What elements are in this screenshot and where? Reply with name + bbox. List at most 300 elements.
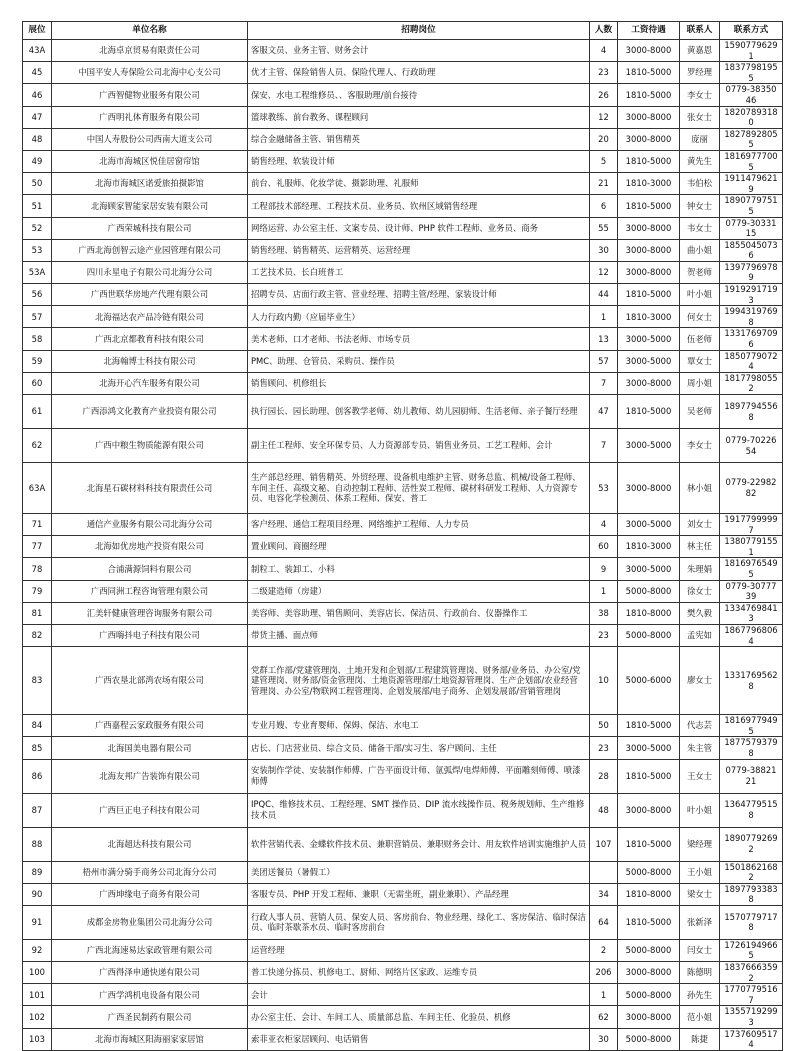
booth-cell: 86 [23,759,52,793]
salary-cell: 3000-8000 [618,239,680,261]
positions-cell: 美术老师、口才老师、书法老师、市场专员 [248,328,590,350]
positions-cell: 综合金融储备主管、销售精英 [248,128,590,150]
salary-cell: 3000-5000 [618,328,680,350]
count-cell: 9 [590,558,618,580]
contact-cell: 刘女士 [680,514,720,536]
contact-cell: 何女士 [680,306,720,328]
phone-cell: 18907792692 [720,827,783,861]
phone-cell: 18278928055 [720,128,783,150]
table-row [23,1006,783,1028]
positions-cell: 办公室主任、会计、车间工人、质量部总监、车间主任、化验员、机修 [248,1006,590,1028]
contact-cell: 徐女士 [680,580,720,602]
company-cell: 北海福达农产品冷链有限公司 [52,306,248,328]
positions-cell: 安装制作学徒、安装制作师傅、广告平面设计师、氩弧焊/电焊师傅、平面雕刻师傅、喷漆师傅 [248,759,590,793]
count-cell: 20 [590,128,618,150]
booth-cell: 56 [23,284,52,306]
booth-cell: 71 [23,514,52,536]
table-row [23,173,783,195]
phone-cell: 0779-7022654 [720,429,783,463]
contact-cell: 朱理娟 [680,558,720,580]
company-cell: 广西农垦北部湾农场有限公司 [52,647,248,715]
booth-cell: 62 [23,429,52,463]
table-row [23,939,783,961]
salary-cell: 5000-8000 [618,984,680,1006]
positions-cell: IPQC、维修技术员、工程经理、SMT 操作员、DIP 流水线操作员、税务规划师、生产维修技术员 [248,793,590,827]
phone-cell: 18169777005 [720,150,783,172]
salary-cell: 1810-5000 [618,195,680,217]
contact-cell: 罗经理 [680,62,720,84]
phone-cell: 18977945568 [720,395,783,429]
booth-cell: 92 [23,939,52,961]
contact-cell: 范小姐 [680,1006,720,1028]
phone-cell: 15018621682 [720,861,783,883]
table-row [23,514,783,536]
count-cell: 107 [590,827,618,861]
positions-cell: 店长、门店营业员、综合文员、储备干部/实习生、客户顾问、主任 [248,737,590,759]
count-cell: 23 [590,737,618,759]
header-positions: 招聘岗位 [248,22,590,40]
positions-cell: 工程部技术部经理、工程技术员、业务员、钦州区域销售经理 [248,195,590,217]
table-row [23,195,783,217]
count-cell: 5 [590,150,618,172]
salary-cell: 3000-8000 [618,1006,680,1028]
count-cell: 23 [590,62,618,84]
booth-cell: 53A [23,261,52,283]
count-cell: 64 [590,905,618,939]
table-row [23,602,783,624]
salary-cell: 3000-5000 [618,558,680,580]
salary-cell: 1810-5000 [618,284,680,306]
phone-cell: 18377981955 [720,62,783,84]
contact-cell: 王女士 [680,759,720,793]
count-cell: 12 [590,261,618,283]
salary-cell: 3000-8000 [618,261,680,283]
header-contact: 联系人 [680,22,720,40]
contact-cell: 伍老师 [680,328,720,350]
positions-cell: 置业顾问、商圈经理 [248,536,590,558]
company-cell: 广西坤缘电子商务有限公司 [52,883,248,905]
booth-cell: 103 [23,1028,52,1050]
header-company: 单位名称 [52,22,248,40]
positions-cell: 销售经理、销售精英、运营精英、运营经理 [248,239,590,261]
positions-cell: 销售顾问、机修组长 [248,372,590,394]
count-cell: 1 [590,984,618,1006]
salary-cell: 5000-8000 [618,1028,680,1050]
header-salary: 工资待遇 [618,22,680,40]
salary-cell: 3000-5000 [618,737,680,759]
contact-cell: 孙先生 [680,984,720,1006]
company-cell: 广西明礼体育服务有限公司 [52,106,248,128]
count-cell: 13 [590,328,618,350]
table-row [23,395,783,429]
company-cell: 北海顾家智能家居安装有限公司 [52,195,248,217]
booth-cell: 45 [23,62,52,84]
contact-cell: 钟女士 [680,195,720,217]
phone-cell: 17707795167 [720,984,783,1006]
table-row [23,284,783,306]
salary-cell: 1810-5000 [618,827,680,861]
company-cell: 广西得泽申通快递有限公司 [52,962,248,984]
company-cell: 广西同洲工程咨询管理有限公司 [52,580,248,602]
table-body [23,40,783,1051]
contact-cell: 韦女士 [680,217,720,239]
job-fair-table-wrapper [22,21,782,1051]
salary-cell: 3000-8000 [618,793,680,827]
booth-cell: 60 [23,372,52,394]
positions-cell: 工艺技术员、长白班普工 [248,261,590,283]
booth-cell: 57 [23,306,52,328]
contact-cell: 李女士 [680,429,720,463]
booth-cell: 90 [23,883,52,905]
salary-cell: 3000-5000 [618,514,680,536]
count-cell: 206 [590,962,618,984]
phone-cell: 18977933838 [720,883,783,905]
booth-cell: 52 [23,217,52,239]
salary-cell: 3000-8000 [618,40,680,62]
company-cell: 广西嗨抖电子科技有限公司 [52,624,248,646]
salary-cell: 3000-5000 [618,429,680,463]
phone-cell: 18376663592 [720,962,783,984]
phone-cell: 15907796291 [720,40,783,62]
contact-cell: 代志芸 [680,715,720,737]
phone-cell: 0779-3835046 [720,84,783,106]
count-cell: 57 [590,350,618,372]
positions-cell: 副主任工程师、安全环保专员、人力资源部专员、销售业务员、工艺工程师、会计 [248,429,590,463]
salary-cell: 5000-8000 [618,580,680,602]
contact-cell: 贺老师 [680,261,720,283]
table-row [23,1028,783,1050]
company-cell: 广西世联华房地产代理有限公司 [52,284,248,306]
booth-cell: 91 [23,905,52,939]
booth-cell: 89 [23,861,52,883]
contact-cell: 黄嘉恩 [680,40,720,62]
phone-cell: 0779-3882121 [720,759,783,793]
count-cell: 34 [590,883,618,905]
positions-cell: 美容师、美容助理、销售顾问、美容店长、保洁员、行政前台、仪器操作工 [248,602,590,624]
table-row [23,128,783,150]
phone-cell: 13807791551 [720,536,783,558]
company-cell: 北海市海城区诺爱旅拍摄影馆 [52,173,248,195]
booth-cell: 84 [23,715,52,737]
count-cell: 4 [590,514,618,536]
count-cell: 53 [590,463,618,514]
salary-cell: 3000-8000 [618,217,680,239]
booth-cell: 88 [23,827,52,861]
table-row [23,861,783,883]
phone-cell: 19177999997 [720,514,783,536]
count-cell [590,861,618,883]
count-cell: 30 [590,239,618,261]
booth-cell: 78 [23,558,52,580]
count-cell: 55 [590,217,618,239]
company-cell: 广西荣城科技有限公司 [52,217,248,239]
phone-cell: 18907797515 [720,195,783,217]
salary-cell: 5000-6000 [618,647,680,715]
booth-cell: 87 [23,793,52,827]
phone-cell: 18169765495 [720,558,783,580]
company-cell: 广西圣民制药有限公司 [52,1006,248,1028]
contact-cell: 曲小姐 [680,239,720,261]
positions-cell: 索菲亚衣柜家居顾问、电话销售 [248,1028,590,1050]
salary-cell: 5000-8000 [618,624,680,646]
phone-cell: 13557192993 [720,1006,783,1028]
count-cell: 7 [590,429,618,463]
contact-cell: 陈捷 [680,1028,720,1050]
contact-cell: 樊久毅 [680,602,720,624]
count-cell: 47 [590,395,618,429]
count-cell: 28 [590,759,618,793]
booth-cell: 51 [23,195,52,217]
contact-cell: 林小姐 [680,463,720,514]
booth-cell: 101 [23,984,52,1006]
count-cell: 1 [590,306,618,328]
table-row [23,306,783,328]
count-cell: 6 [590,195,618,217]
salary-cell: 1810-5000 [618,84,680,106]
contact-cell: 韦伯松 [680,173,720,195]
salary-cell: 1810-5000 [618,150,680,172]
table-row [23,580,783,602]
table-row [23,715,783,737]
contact-cell: 黄先生 [680,150,720,172]
count-cell: 21 [590,173,618,195]
contact-cell: 梁女士 [680,883,720,905]
positions-cell: 行政人事人员、营销人员、保安人员、客房前台、物业经理、绿化工、客房保洁、临时保洁员、临时茶歇茶水员、临时客房前台 [248,905,590,939]
count-cell: 7 [590,372,618,394]
company-cell: 北海友邦广告装饰有限公司 [52,759,248,793]
company-cell: 广西添鸿文化教育产业投资有限公司 [52,395,248,429]
company-cell: 北海翰博士科技有限公司 [52,350,248,372]
positions-cell: 前台、礼服师、化妆学徒、摄影助理、礼服师 [248,173,590,195]
booth-cell: 100 [23,962,52,984]
table-row [23,62,783,84]
positions-cell: 生产部总经理、销售精英、外贸经理、设备机电维护主管、财务总监、机械/设备工程师、车间主任、高级文秘、自动控制工程师、活性炭工程师、碳材料研发工程师、人力资源专员、电容化学检测员、体系工程师、保安、普工 [248,463,590,514]
company-cell: 广西北海创智云途产业园管理有限公司 [52,239,248,261]
count-cell: 48 [590,793,618,827]
contact-cell: 朱主管 [680,737,720,759]
salary-cell: 1810-5000 [618,715,680,737]
positions-cell: 招聘专员、店面行政主管、营业经理、招聘主管/经理、家装设计师 [248,284,590,306]
booth-cell: 102 [23,1006,52,1028]
booth-cell: 46 [23,84,52,106]
positions-cell: 美团送餐员（暑假工） [248,861,590,883]
contact-cell: 闫女士 [680,939,720,961]
booth-cell: 59 [23,350,52,372]
contact-cell: 王小姐 [680,861,720,883]
booth-cell: 48 [23,128,52,150]
company-cell: 汇美轩健康管理咨询服务有限公司 [52,602,248,624]
salary-cell: 3000-8000 [618,106,680,128]
table-row [23,883,783,905]
company-cell: 广西智健物业服务有限公司 [52,84,248,106]
salary-cell: 3000-8000 [618,962,680,984]
contact-cell: 陈德明 [680,962,720,984]
count-cell: 2 [590,939,618,961]
positions-cell: 客服专员、PHP 开发工程师、兼职（无需坐班，副业兼职）、产品经理 [248,883,590,905]
table-row [23,463,783,514]
positions-cell: 篮球教练、前台教务、课程顾问 [248,106,590,128]
salary-cell: 1810-5000 [618,759,680,793]
table-row [23,624,783,646]
phone-cell: 0779-2298282 [720,463,783,514]
company-cell: 广西嘉程云家政服务有限公司 [52,715,248,737]
phone-cell: 13317695628 [720,647,783,715]
positions-cell: 人力行政内勤（应届毕业生） [248,306,590,328]
count-cell: 26 [590,84,618,106]
company-cell: 北海星石碳材料科技有限责任公司 [52,463,248,514]
booth-cell: 58 [23,328,52,350]
table-row [23,239,783,261]
phone-cell: 18550450736 [720,239,783,261]
salary-cell: 1810-3000 [618,536,680,558]
booth-cell: 83 [23,647,52,715]
header-phone: 联系方式 [720,22,783,40]
booth-cell: 77 [23,536,52,558]
table-row [23,217,783,239]
booth-cell: 61 [23,395,52,429]
phone-cell: 18507790724 [720,350,783,372]
phone-cell: 15707797178 [720,905,783,939]
table-row [23,984,783,1006]
phone-cell: 0779-3077739 [720,580,783,602]
positions-cell: 普工快递分拣员、机修电工、厨师、网络片区家政、运维专员 [248,962,590,984]
table-row [23,536,783,558]
company-cell: 广西北京都教育科技有限公司 [52,328,248,350]
table-row [23,647,783,715]
positions-cell: 销售经理、软装设计师 [248,150,590,172]
contact-cell: 周小姐 [680,372,720,394]
header-booth: 展位 [23,22,52,40]
company-cell: 中国平安人寿保险公司北海中心支公司 [52,62,248,84]
phone-cell: 18775793798 [720,737,783,759]
phone-cell: 13347698413 [720,602,783,624]
company-cell: 北海卓京贸易有限责任公司 [52,40,248,62]
company-cell: 四川永星电子有限公司北海分公司 [52,261,248,283]
salary-cell: 5000-8000 [618,861,680,883]
salary-cell: 3000-8000 [618,372,680,394]
company-cell: 北海超达科技有限公司 [52,827,248,861]
salary-cell: 5000-8000 [618,939,680,961]
contact-cell: 孟宪如 [680,624,720,646]
table-row [23,40,783,62]
salary-cell: 1810-8000 [618,883,680,905]
contact-cell: 李女士 [680,84,720,106]
booth-cell: 50 [23,173,52,195]
positions-cell: 运营经理 [248,939,590,961]
booth-cell: 85 [23,737,52,759]
positions-cell: 专业月嫂、专业育婴师、保姆、保洁、水电工 [248,715,590,737]
header-count: 人数 [590,22,618,40]
positions-cell: 执行园长、园长助理、创客教学老师、幼儿教师、幼儿园厨师、生活老师、亲子餐厅经理 [248,395,590,429]
phone-cell: 19943197698 [720,306,783,328]
positions-cell: 制粒工、装卸工、小料 [248,558,590,580]
table-row [23,827,783,861]
salary-cell: 1810-5000 [618,905,680,939]
booth-cell: 49 [23,150,52,172]
contact-cell: 梁经理 [680,827,720,861]
phone-cell: 19114796219 [720,173,783,195]
count-cell: 10 [590,647,618,715]
contact-cell: 叶小姐 [680,793,720,827]
company-cell: 合浦满源饲料有限公司 [52,558,248,580]
contact-cell: 叶小姐 [680,284,720,306]
salary-cell: 1810-3000 [618,306,680,328]
salary-cell: 3000-5000 [618,350,680,372]
company-cell: 梧州市满分骑手商务公司北海分公司 [52,861,248,883]
company-cell: 成都金房物业集团公司北海分公司 [52,905,248,939]
count-cell: 60 [590,536,618,558]
company-cell: 广西学鸿机电设备有限公司 [52,984,248,1006]
count-cell: 38 [590,602,618,624]
company-cell: 北海国美电器有限公司 [52,737,248,759]
phone-cell: 0779-3033115 [720,217,783,239]
table-row [23,261,783,283]
phone-cell: 18169779495 [720,715,783,737]
salary-cell: 1810-8000 [618,602,680,624]
table-row [23,759,783,793]
salary-cell: 3000-8000 [618,128,680,150]
contact-cell: 廖女士 [680,647,720,715]
booth-cell: 53 [23,239,52,261]
salary-cell: 1810-5000 [618,62,680,84]
booth-cell: 63A [23,463,52,514]
contact-cell: 林主任 [680,536,720,558]
positions-cell: PMC、助理、仓管员、采购员、操作员 [248,350,590,372]
positions-cell: 客服文员、业务主管、财务会计 [248,40,590,62]
contact-cell: 张新泽 [680,905,720,939]
count-cell: 44 [590,284,618,306]
positions-cell: 二级建造师（房建） [248,580,590,602]
count-cell: 1 [590,580,618,602]
table-row [23,150,783,172]
count-cell: 12 [590,106,618,128]
count-cell: 62 [590,1006,618,1028]
company-cell: 广西中粮生物质能源有限公司 [52,429,248,463]
positions-cell: 保安、水电工程维修员、、客服助理/前台接待 [248,84,590,106]
company-cell: 北海如优房地产投资有限公司 [52,536,248,558]
table-row [23,84,783,106]
count-cell: 23 [590,624,618,646]
positions-cell: 党群工作部/党建管理岗、土地开发和企划部/工程建筑管理岗、财务部/业务员、办公室/党建管理岗、财务部/资金管理岗、土地资源管理部/土地资源管理岗、生产企划部/农业经营管理岗、办公室/物联网工程管理岗、企划发展部/电子商务、企划发展部/营销管理岗 [248,647,590,715]
positions-cell: 软件营销代表、金蝶软件技术员、兼职营销员、兼职财务会计、用友软件培训实施维护人员 [248,827,590,861]
contact-cell: 覃女士 [680,350,720,372]
salary-cell: 1810-3000 [618,173,680,195]
positions-cell: 客户经理、通信工程项目经理、网络维护工程师、人力专员 [248,514,590,536]
salary-cell: 1810-5000 [618,395,680,429]
booth-cell: 43A [23,40,52,62]
table-row [23,558,783,580]
table-row [23,905,783,939]
contact-cell: 庞丽 [680,128,720,150]
table-header-row [23,22,783,40]
phone-cell: 17261949665 [720,939,783,961]
phone-cell: 18677968064 [720,624,783,646]
contact-cell: 张女士 [680,106,720,128]
company-cell: 中国人寿股份公司西南大道支公司 [52,128,248,150]
phone-cell: 18177980552 [720,372,783,394]
positions-cell: 优才主管、保险销售人员、保险代理人、行政助理 [248,62,590,84]
table-row [23,328,783,350]
count-cell: 30 [590,1028,618,1050]
phone-cell: 13317697096 [720,328,783,350]
phone-cell: 17376095174 [720,1028,783,1050]
company-cell: 北海市海城区悦佳居窗帘馆 [52,150,248,172]
company-cell: 广西巨正电子科技有限公司 [52,793,248,827]
phone-cell: 19192917193 [720,284,783,306]
company-cell: 广西北海速易达家政管理有限公司 [52,939,248,961]
booth-cell: 82 [23,624,52,646]
booth-cell: 81 [23,602,52,624]
